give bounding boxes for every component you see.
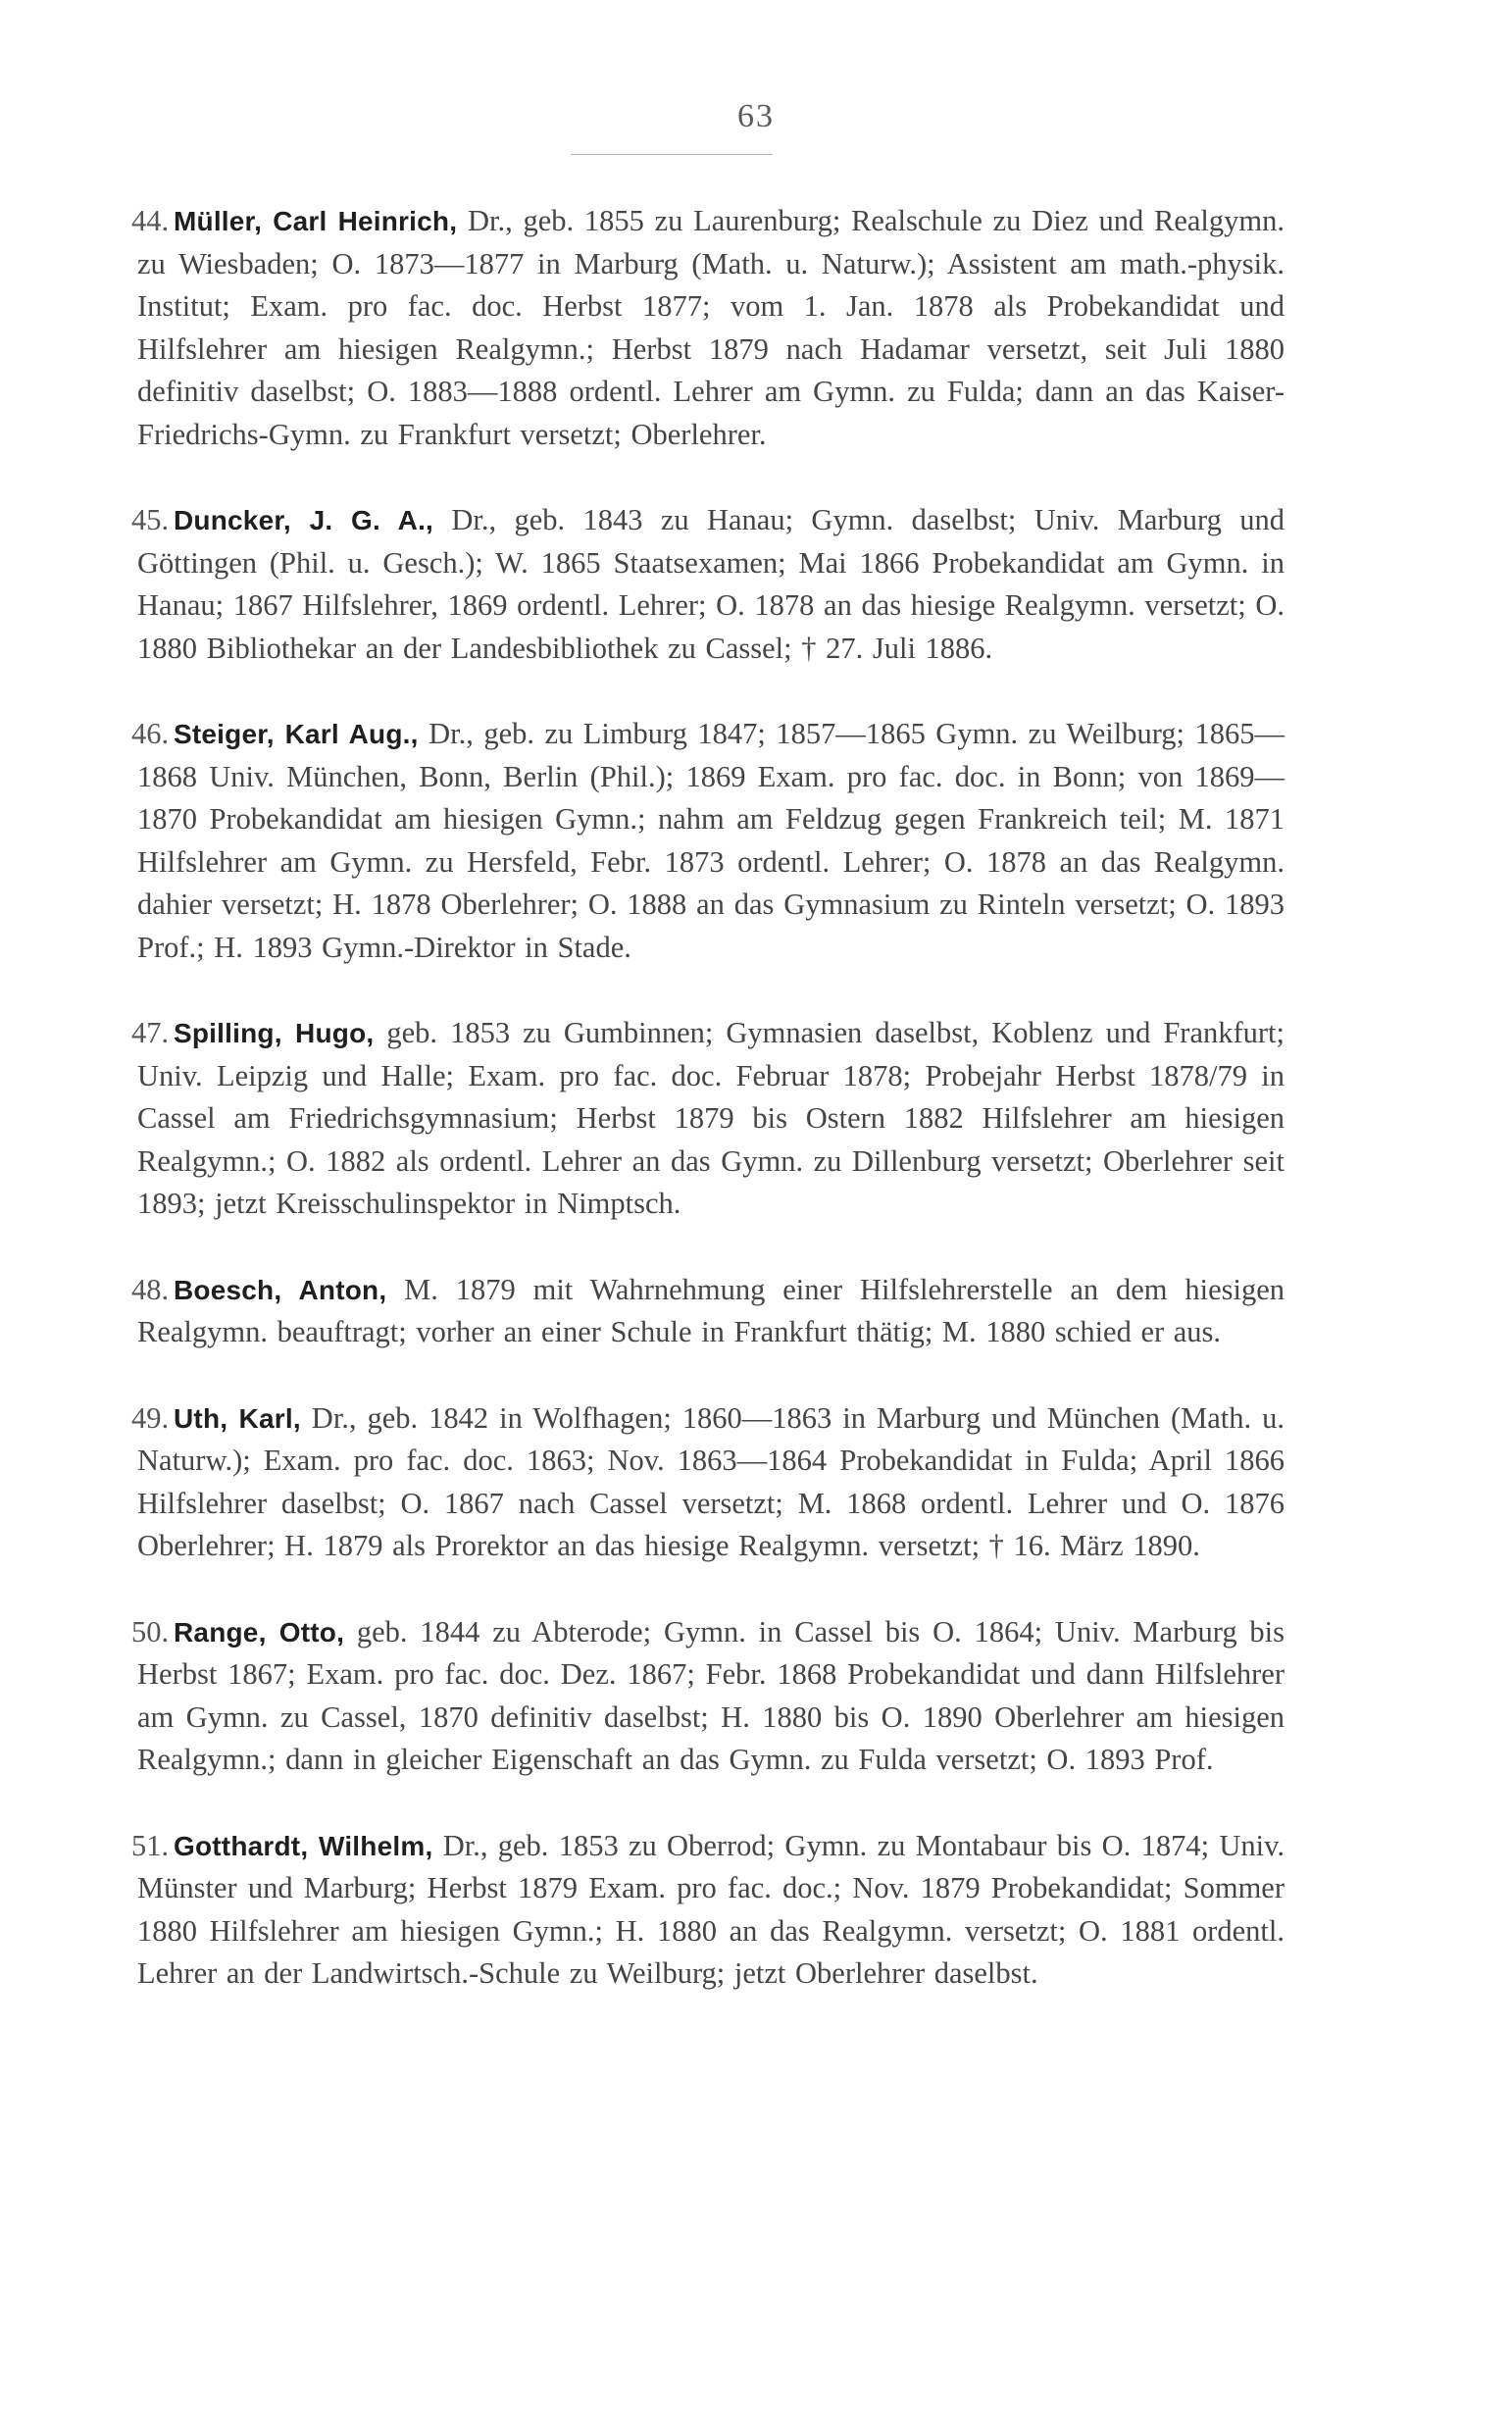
entry-name: Uth, Karl, [174, 1402, 301, 1434]
entry-body: M. 1879 mit Wahrnehmung einer Hilfslehrerstelle an dem hiesigen Realgymn. beauftragt; vorher an einer Schule in Frankfurt thätig; M. 1880 schied er aus. [137, 1272, 1285, 1348]
entry-text-block [137, 200, 1285, 456]
entry-number: 44. [131, 204, 170, 237]
entry-48 [131, 1269, 1285, 1354]
entry-text-block [137, 1397, 1285, 1568]
entry-name: Range, Otto, [174, 1616, 345, 1648]
entry-number: 45. [131, 503, 170, 536]
entry-name: Steiger, Karl Aug., [174, 719, 419, 749]
entry-44 [131, 200, 1285, 456]
entry-name: Spilling, Hugo, [174, 1018, 375, 1048]
entry-number: 49. [131, 1400, 170, 1435]
entry-name: Duncker, J. G. A., [174, 505, 434, 535]
entry-body: geb. 1844 zu Abterode; Gymn. in Cassel bis O. 1864; Univ. Marburg bis Herbst 1867; Exam. pro fac. doc. Dez. 1867; Febr. 1868 Probekandidat und dann Hilfslehrer am Gymn. zu Cassel, 1870 definitiv daselbst; H. 1880 bis O. 1890 Oberlehrer am hiesigen Realgymn.; dann in gleicher Eigenschaft an das Gymn. zu Fulda versetzt; O. 1893 Prof. [137, 1614, 1285, 1776]
entry-text-block [137, 1012, 1285, 1226]
entry-number: 50. [131, 1614, 170, 1648]
page-number: 63 [737, 98, 775, 134]
entry-body: Dr., geb. 1842 in Wolfhagen; 1860—1863 in Marburg und München (Math. u. Naturw.); Exam. pro fac. doc. 1863; Nov. 1863—1864 Probekandidat in Fulda; April 1866 Hilfslehrer daselbst; O. 1867 nach Cassel versetzt; M. 1868 ordentl. Lehrer und O. 1876 Oberlehrer; H. 1879 als Prorektor an das hiesige Realgymn. versetzt; † 16. März 1890. [137, 1400, 1285, 1562]
entry-body: Dr., geb. 1853 zu Oberrod; Gymn. zu Montabaur bis O. 1874; Univ. Münster und Marburg; Herbst 1879 Exam. pro fac. doc.; Nov. 1879 Probekandidat; Sommer 1880 Hilfslehrer am hiesigen Gymn.; H. 1880 an das Realgymn. versetzt; O. 1881 ordentl. Lehrer an der Landwirtsch.-Schule zu Weilburg; jetzt Oberlehrer daselbst. [137, 1828, 1285, 1990]
entry-text-block [137, 1611, 1285, 1782]
entry-50 [131, 1611, 1285, 1782]
entry-body: geb. 1853 zu Gumbinnen; Gymnasien daselbst, Koblenz und Frankfurt; Univ. Leipzig und Halle; Exam. pro fac. doc. Februar 1878; Probejahr Herbst 1878/79 in Cassel am Friedrichsgymnasium; Herbst 1879 bis Ostern 1882 Hilfslehrer am hiesigen Realgymn.; O. 1882 als ordentl. Lehrer an das Gymn. zu Dillenburg versetzt; Oberlehrer seit 1893; jetzt Kreisschulinspektor in Nimptsch. [137, 1016, 1285, 1220]
entry-name: Boesch, Anton, [174, 1274, 387, 1305]
entry-text-block [137, 1269, 1285, 1354]
entry-49 [131, 1397, 1285, 1568]
entry-number: 48. [131, 1272, 170, 1306]
entry-47 [131, 1012, 1285, 1226]
entry-text-block [137, 499, 1285, 670]
entry-body: Dr., geb. 1843 zu Hanau; Gymn. daselbst; Univ. Marburg und Göttingen (Phil. u. Gesch.); W. 1865 Staatsexamen; Mai 1866 Probekandidat am Gymn. in Hanau; 1867 Hilfslehrer, 1869 ordentl. Lehrer; O. 1878 an das hiesige Realgymn. versetzt; O. 1880 Bibliothekar an der Landesbibliothek zu Cassel; † 27. Juli 1886. [137, 503, 1285, 665]
entry-text-block [137, 713, 1285, 969]
entry-46 [131, 713, 1285, 969]
entry-text-block [137, 1825, 1285, 1996]
entry-list [131, 200, 1285, 2039]
page-number-rule [571, 154, 773, 155]
entry-body: Dr., geb. zu Limburg 1847; 1857—1865 Gymn. zu Weilburg; 1865—1868 Univ. München, Bonn, Berlin (Phil.); 1869 Exam. pro fac. doc. in Bonn; von 1869—1870 Probekandidat am hiesigen Gymn.; nahm am Feldzug gegen Frankreich teil; M. 1871 Hilfslehrer am Gymn. zu Hersfeld, Febr. 1873 ordentl. Lehrer; O. 1878 an das Realgymn. dahier versetzt; H. 1878 Oberlehrer; O. 1888 an das Gymnasium zu Rinteln versetzt; O. 1893 Prof.; H. 1893 Gymn.-Direktor in Stade. [137, 717, 1285, 964]
entry-body: Dr., geb. 1855 zu Laurenburg; Realschule zu Diez und Realgymn. zu Wiesbaden; O. 1873—1877 in Marburg (Math. u. Naturw.); Assistent am math.-physik. Institut; Exam. pro fac. doc. Herbst 1877; vom 1. Jan. 1878 als Probekandidat und Hilfslehrer am hiesigen Realgymn.; Herbst 1879 nach Hadamar versetzt, seit Juli 1880 definitiv daselbst; O. 1883—1888 ordentl. Lehrer am Gymn. zu Fulda; dann an das Kaiser-Friedrichs-Gymn. zu Frankfurt versetzt; Oberlehrer. [137, 204, 1285, 451]
entry-number: 51. [131, 1828, 170, 1862]
entry-number: 47. [131, 1016, 170, 1049]
entry-51 [131, 1825, 1285, 1996]
entry-name: Gotthardt, Wilhelm, [174, 1830, 433, 1861]
entry-name: Müller, Carl Heinrich, [174, 206, 458, 236]
entry-45 [131, 499, 1285, 670]
entry-number: 46. [131, 717, 170, 750]
